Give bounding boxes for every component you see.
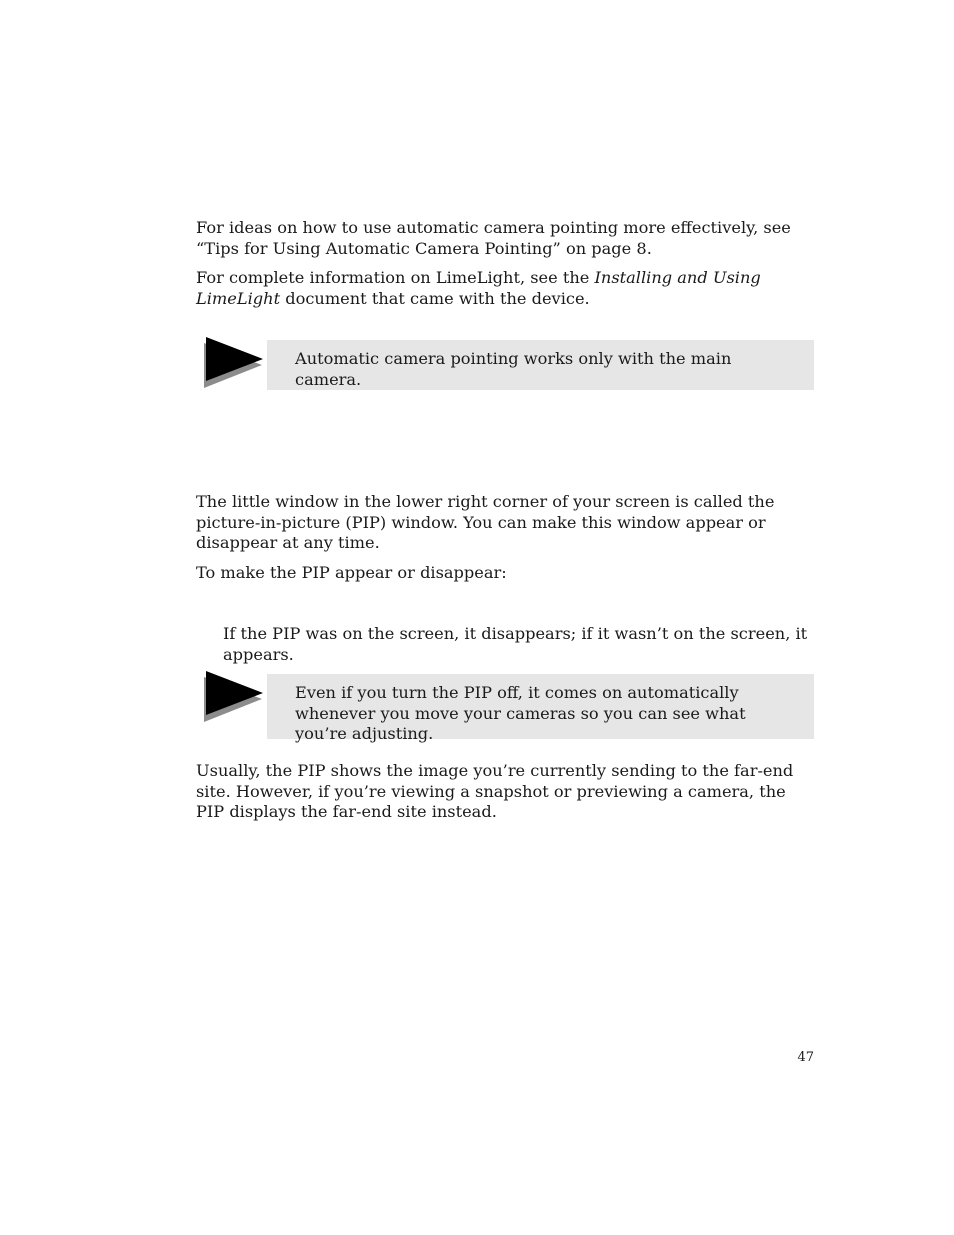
pip-usually-paragraph: Usually, the PIP shows the image you’re currently sending to the far-end site. However, if you’re viewing a snapshot or previewing a camera, the PIP displays the far-end site instead. [196, 761, 794, 821]
pip-intro-paragraph: The little window in the lower right corner of your screen is called the picture-in-picture (PIP) window. You can make this window appear or disappear at any time. [196, 492, 775, 552]
arrow-pointer-icon [202, 336, 264, 388]
arrow-pointer-icon [202, 670, 264, 722]
limelight-doc-title: Installing and Using LimeLight [196, 268, 761, 308]
page-number: 47 [797, 1050, 814, 1065]
note-main-camera-text: Automatic camera pointing works only with the main camera. [295, 349, 732, 389]
tips-paragraph: For ideas on how to use automatic camera pointing more effectively, see “Tips for Using Automatic Camera Pointing” on page 8. [196, 218, 791, 258]
limelight-text-after: document that came with the device. [280, 288, 590, 308]
pip-how-paragraph: To make the PIP appear or disappear: [196, 563, 507, 582]
pip-result-paragraph: If the PIP was on the screen, it disappears; if it wasn’t on the screen, it appears. [223, 624, 808, 664]
note-pip-auto-text: Even if you turn the PIP off, it comes on automatically whenever you move your cameras so you can see what you’re adjusting. [295, 683, 746, 743]
note-pip-auto [267, 674, 814, 743]
limelight-text-before: For complete information on LimeLight, see the [196, 268, 595, 287]
limelight-paragraph [196, 268, 816, 309]
note-main-camera [267, 340, 814, 390]
